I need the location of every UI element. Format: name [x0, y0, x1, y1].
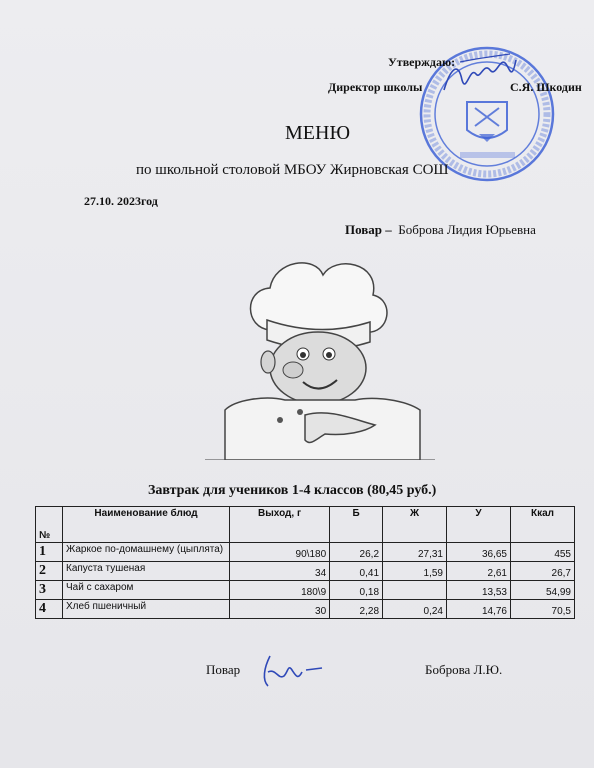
dish-protein: 0,18 [330, 581, 383, 600]
approval-label: Утверждаю: [388, 55, 456, 69]
menu-date: 27.10. 2023год [84, 194, 158, 208]
table-row [36, 562, 575, 581]
menu-table [35, 506, 575, 619]
dish-yield: 180\9 [230, 581, 330, 600]
row-number: 2 [36, 562, 63, 581]
table-row [36, 543, 575, 562]
dish-name: Капуста тушеная [63, 562, 230, 581]
dish-yield: 30 [230, 600, 330, 619]
cook-name: Боброва Лидия Юрьевна [398, 222, 536, 237]
chef-illustration [205, 250, 435, 460]
col-carbs: У [447, 507, 511, 543]
dish-kcal: 70,5 [510, 600, 574, 619]
dish-carbs: 2,61 [447, 562, 511, 581]
col-fat: Ж [383, 507, 447, 543]
col-number: № [36, 507, 63, 543]
page-subtitle: по школьной столовой МБОУ Жирновская СОШ [136, 162, 449, 178]
dish-yield: 34 [230, 562, 330, 581]
row-number: 3 [36, 581, 63, 600]
row-number: 1 [36, 543, 63, 562]
director-position: Директор школы [328, 80, 423, 94]
dish-name: Чай с сахаром [63, 581, 230, 600]
dish-carbs: 13,53 [447, 581, 511, 600]
table-header-row [36, 507, 575, 543]
col-protein: Б [330, 507, 383, 543]
cook-label: Повар – [345, 222, 392, 237]
dish-protein: 0,41 [330, 562, 383, 581]
col-yield: Выход, г [230, 507, 330, 543]
table-row [36, 600, 575, 619]
dish-name: Хлеб пшеничный [63, 600, 230, 619]
dish-fat: 1,59 [383, 562, 447, 581]
dish-protein: 2,28 [330, 600, 383, 619]
meal-title: Завтрак для учеников 1-4 классов (80,45 руб.) [148, 483, 437, 498]
footer-cook-label: Повар [206, 662, 241, 677]
page-title: МЕНЮ [285, 122, 350, 144]
cook-line [345, 222, 536, 238]
cook-signature [258, 650, 328, 690]
dish-protein: 26,2 [330, 543, 383, 562]
dish-kcal: 455 [510, 543, 574, 562]
dish-kcal: 26,7 [510, 562, 574, 581]
dish-kcal: 54,99 [510, 581, 574, 600]
dish-yield: 90\180 [230, 543, 330, 562]
dish-fat: 0,24 [383, 600, 447, 619]
footer-cook-name: Боброва Л.Ю. [425, 662, 503, 677]
dish-name: Жаркое по-домашнему (цыплята) [63, 543, 230, 562]
col-kcal: Ккал [510, 507, 574, 543]
row-number: 4 [36, 600, 63, 619]
director-name: С.Я. Шкодин [510, 80, 582, 94]
dish-fat: 27,31 [383, 543, 447, 562]
table-row [36, 581, 575, 600]
dish-carbs: 36,65 [447, 543, 511, 562]
dish-fat [383, 581, 447, 600]
col-dish-name: Наименование блюд [63, 507, 230, 543]
dish-carbs: 14,76 [447, 600, 511, 619]
